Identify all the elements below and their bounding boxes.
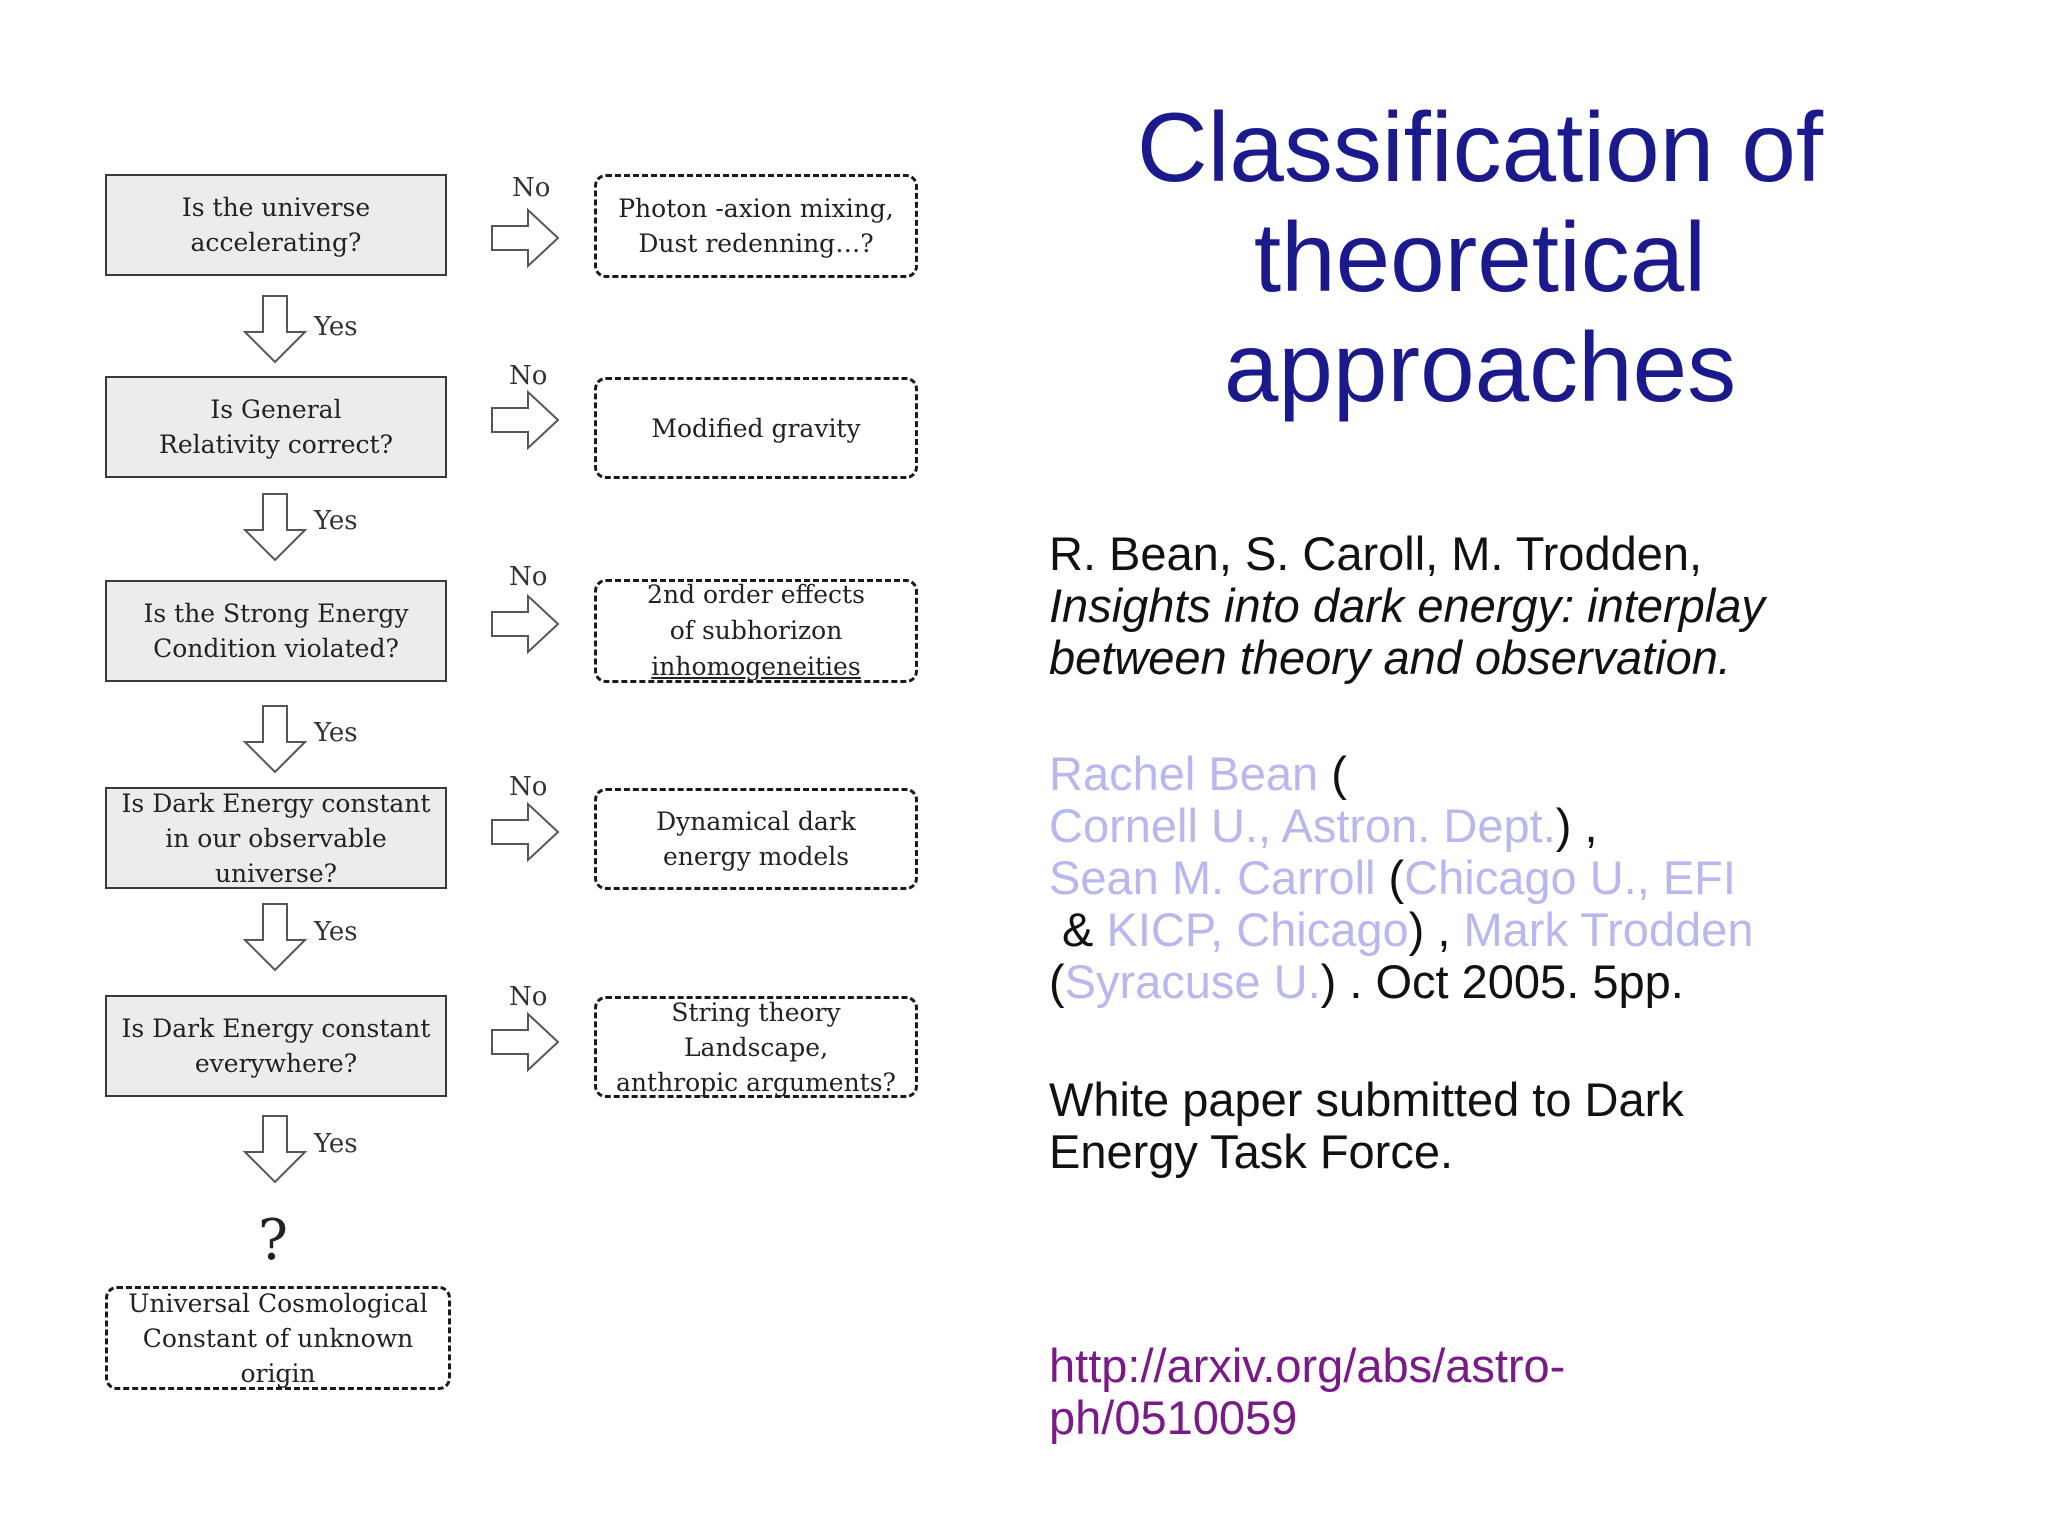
affiliation-line-4: [1049, 904, 1753, 956]
no-label-4: No: [509, 772, 548, 802]
slide-title: [1040, 92, 1920, 422]
outcome-box-5: [594, 996, 918, 1098]
yes-label-3: Yes: [314, 718, 358, 748]
question-box-4: [105, 787, 447, 889]
yes-arrow-4: [245, 904, 305, 970]
outcome-box-1: [594, 174, 918, 278]
no-arrow-5: [492, 1014, 558, 1070]
no-label-3: No: [509, 562, 548, 592]
url-line-2: ph/0510059: [1049, 1391, 1298, 1444]
question-1-line2: accelerating?: [190, 228, 362, 257]
paren-open-2: (: [1375, 851, 1405, 904]
outcome-1-line1: Photon -axion mixing,: [618, 194, 894, 223]
question-4-line1: Is Dark Energy constant: [121, 788, 431, 818]
yes-arrow-2: [245, 494, 305, 560]
outcome-box-3: [594, 579, 918, 683]
title-line-2: theoretical: [1253, 202, 1707, 312]
no-label-5: No: [509, 982, 548, 1012]
final-line2: Constant of unknown origin: [142, 1323, 414, 1388]
outcome-4-line1: Dynamical dark: [656, 807, 856, 836]
outcome-2-line1: Modified gravity: [651, 413, 861, 443]
yes-label-2: Yes: [314, 506, 358, 536]
outcome-box-4: [594, 788, 918, 890]
arxiv-link[interactable]: [1049, 1340, 1565, 1444]
link-rachel-bean[interactable]: Rachel Bean: [1049, 747, 1319, 800]
question-box-1: [105, 174, 447, 276]
question-2-line1: Is General: [210, 395, 342, 424]
yes-arrow-5: [245, 1116, 305, 1182]
ampersand: &: [1049, 903, 1107, 956]
link-sean-carroll[interactable]: Sean M. Carroll: [1049, 851, 1376, 904]
question-2-line2: Relativity correct?: [159, 430, 393, 459]
no-arrow-1: [492, 210, 558, 266]
affiliation-line-5: [1049, 956, 1753, 1008]
outcome-5-line1: String theory Landscape,: [671, 997, 841, 1062]
no-arrow-3: [492, 596, 558, 652]
note-line-1: White paper submitted to Dark: [1049, 1073, 1684, 1126]
no-arrow-4: [492, 804, 558, 860]
outcome-4-line2: energy models: [662, 842, 850, 871]
question-box-2: [105, 376, 447, 478]
unknown-question-mark: ?: [258, 1208, 289, 1273]
question-1-line1: Is the universe: [181, 193, 371, 222]
affiliation-line-2: [1049, 800, 1753, 852]
paren-close-2: ) ,: [1408, 903, 1464, 956]
question-4-line2: in our observable universe?: [165, 823, 387, 888]
citation-authors: R. Bean, S. Caroll, M. Trodden,: [1049, 527, 1703, 580]
no-label-2: No: [509, 361, 548, 391]
question-3-line2: Condition violated?: [153, 634, 399, 663]
citation: [1049, 528, 1765, 684]
no-label-1: No: [512, 173, 551, 203]
question-3-line1: Is the Strong Energy: [143, 599, 409, 628]
paren-close-1: ) ,: [1555, 799, 1598, 852]
paren-open-3: (: [1049, 955, 1065, 1008]
link-chicago-efi[interactable]: Chicago U., EFI: [1404, 851, 1736, 904]
paper-title-line2: between theory and observation.: [1049, 631, 1731, 684]
yes-arrow-1: [245, 296, 305, 362]
yes-label-1: Yes: [314, 312, 358, 342]
note-line-2: Energy Task Force.: [1049, 1125, 1454, 1178]
outcome-3-line2: of subhorizon: [669, 616, 843, 645]
outcome-3-line3: inhomogeneities: [651, 652, 861, 681]
white-paper-note: [1049, 1074, 1684, 1178]
link-cornell[interactable]: Cornell U., Astron. Dept.: [1049, 799, 1556, 852]
link-kicp[interactable]: KICP, Chicago: [1106, 903, 1409, 956]
outcome-5-line2: anthropic arguments?: [616, 1067, 896, 1097]
question-box-3: [105, 580, 447, 682]
question-5-line1: Is Dark Energy constant: [121, 1014, 431, 1043]
outcome-box-2: [594, 377, 918, 479]
affiliation-line-3: [1049, 852, 1753, 904]
link-mark-trodden[interactable]: Mark Trodden: [1463, 903, 1754, 956]
title-line-1: Classification of: [1136, 92, 1824, 202]
paren-open-1: (: [1318, 747, 1347, 800]
link-syracuse[interactable]: Syracuse U.: [1064, 955, 1321, 1008]
paper-title-line1: Insights into dark energy: interplay: [1049, 579, 1765, 632]
outcome-1-line2: Dust redenning…?: [638, 229, 874, 258]
yes-label-4: Yes: [314, 917, 358, 947]
yes-arrow-3: [245, 706, 305, 772]
citation-date: ) . Oct 2005. 5pp.: [1320, 955, 1684, 1008]
affiliation-line-1: [1049, 748, 1753, 800]
final-line1: Universal Cosmological: [128, 1288, 428, 1318]
url-line-1: http://arxiv.org/abs/astro-: [1049, 1339, 1566, 1392]
author-affiliations: [1049, 748, 1753, 1008]
final-outcome-box: [105, 1286, 451, 1390]
question-5-line2: everywhere?: [194, 1049, 358, 1078]
title-line-3: approaches: [1223, 312, 1737, 422]
question-box-5: [105, 995, 447, 1097]
yes-label-5: Yes: [314, 1129, 358, 1159]
outcome-3-line1: 2nd order effects: [647, 580, 865, 609]
no-arrow-2: [492, 392, 558, 448]
